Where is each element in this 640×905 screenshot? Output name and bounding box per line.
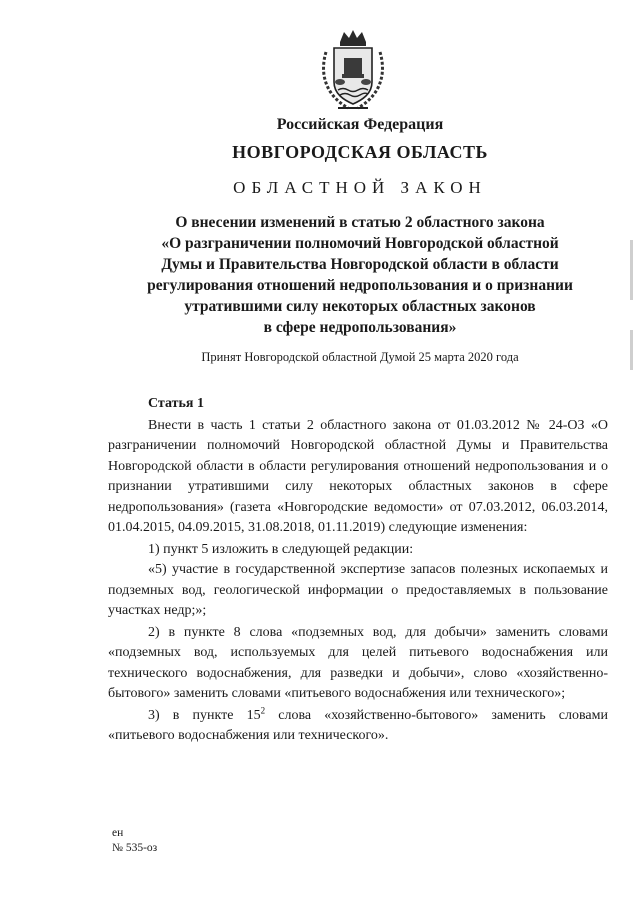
footer-number: № 535-оз bbox=[112, 842, 158, 854]
article-heading: Статья 1 bbox=[148, 396, 204, 411]
coat-of-arms-emblem bbox=[318, 28, 388, 114]
scan-edge-mark bbox=[630, 240, 633, 300]
adoption-date: Принят Новгородской областной Думой 25 марта 2020 года bbox=[201, 350, 519, 364]
footer-initials: ен bbox=[112, 827, 124, 839]
amendment-item-3-prefix: 3) в пункте 15 bbox=[148, 707, 261, 723]
amendment-item-1-quote: «5) участие в государственной экспертизе запасов полезных ископаемых и подземных вод, геологической информации о предоставляемых в пользование участках недр;»; bbox=[108, 562, 608, 618]
law-title-line: регулирования отношений недропользования и о признании bbox=[147, 277, 573, 294]
region-name: НОВГОРОДСКАЯ ОБЛАСТЬ bbox=[232, 142, 488, 162]
scan-edge-mark bbox=[630, 330, 633, 370]
law-title bbox=[112, 212, 608, 338]
law-title-line: О внесении изменений в статью 2 областного закона bbox=[175, 214, 545, 231]
law-body bbox=[108, 394, 608, 747]
law-title-line: утратившими силу некоторых областных законов bbox=[184, 298, 536, 315]
country-name: Российская Федерация bbox=[276, 116, 444, 133]
law-title-line: в сфере недропользования» bbox=[263, 319, 457, 336]
amendment-item-3-superscript: 2 bbox=[260, 704, 266, 715]
amendment-item-2: 2) в пункте 8 слова «подземных вод, для добычи» заменить словами «подземных вод, используемых для целей питьевого водоснабжения или технического водоснабжения, для разведки и добычи», слово «хозяйственно-бытового» заменить словами «питьевого водоснабжения или технического»; bbox=[108, 624, 608, 701]
law-title-line: Думы и Правительства Новгородской области в области bbox=[161, 256, 559, 273]
amendment-item-1: 1) пункт 5 изложить в следующей редакции: bbox=[148, 541, 414, 557]
law-title-line: «О разграничении полномочий Новгородской областной bbox=[161, 235, 559, 252]
law-type: ОБЛАСТНОЙ ЗАКОН bbox=[233, 178, 487, 197]
article-intro: Внести в часть 1 статьи 2 областного закона от 01.03.2012 № 24-ОЗ «О разграничении полномочий Новгородской областной Думы и Правительства Новгородской области в области регулирования отношений недропользования и о признании утратившими силу некоторых областных законов в сфере недропользования» (газета «Новгородские ведомости» от 07.03.2012, 06.03.2014, 01.04.2015, 04.09.2015, 31.08.2018, 01.11.2019) следующие изменения: bbox=[108, 417, 608, 535]
amendment-item-3 bbox=[108, 706, 608, 747]
amendment-item-3-text: слова «хозяйственно-бытового» заменить словами «питьевого водоснабжения или технического». bbox=[108, 707, 608, 743]
document-footer bbox=[112, 826, 157, 856]
